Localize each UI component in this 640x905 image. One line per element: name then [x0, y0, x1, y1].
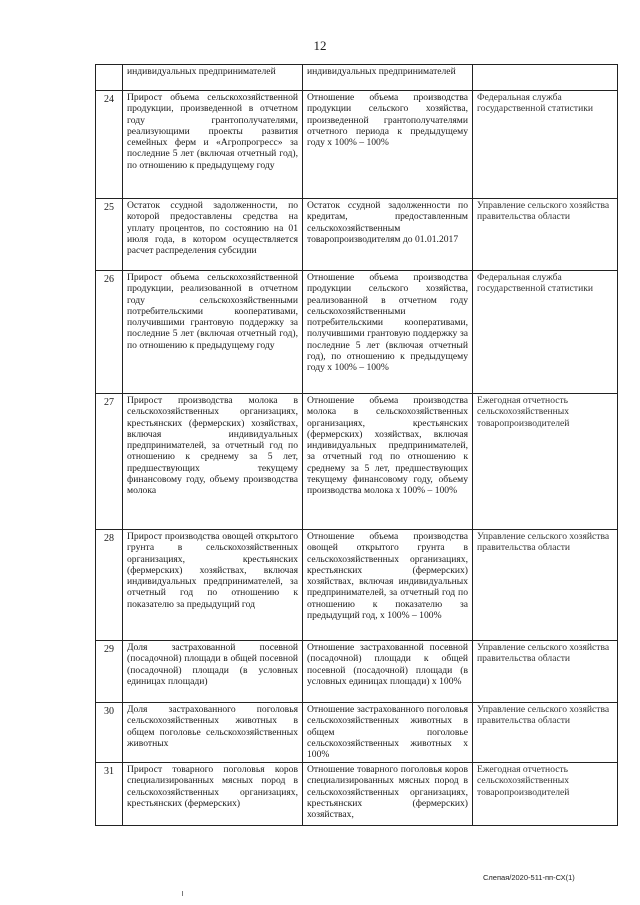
method-cell: Отношение объема производства продукции сельского хозяйства, реализованной в отчетном году сельскохозяйственными потребительскими кооперативами, получившими грантовую поддержку за последние 5 лет (включая отчетный год), по отношению к предыдущему году х 100% – 100% — [303, 271, 473, 394]
method-cell: Отношение объема производства продукции сельского хозяйства, произведенной грантополучателями отчетного периода к предыдущему году х 100% – 100% — [303, 91, 473, 199]
source-cell: Федеральная служба государственной статистики — [473, 91, 618, 199]
table-row — [96, 394, 618, 530]
indicator-cell: Прирост объема сельскохозяйственной продукции, реализованной в отчетном году сельскохозяйственными потребительскими кооперативами, получившими грантовую поддержку за последние 5 лет (включая отчетный год), по отношению к предыдущему году — [123, 271, 303, 394]
indicator-cell: Доля застрахованного поголовья сельскохозяйственных животных в общем поголовье сельскохозяйственных животных — [123, 703, 303, 763]
source-cell: Управление сельского хозяйства правительства области — [473, 530, 618, 641]
indicators-table — [95, 64, 618, 826]
table-row — [96, 271, 618, 394]
method-cell: Отношение объема производства молока в сельскохозяйственных организациях, крестьянских (фермерских) хозяйствах, включая индивидуальных предпринимателей, за отчетный год по отношению к среднему за 5 лет, предшествующих текущему финансовому году, объему производства молока х 100% – 100% — [303, 394, 473, 530]
table-row — [96, 763, 618, 826]
table-row — [96, 530, 618, 641]
table-row — [96, 65, 618, 91]
row-number: 26 — [96, 271, 123, 394]
indicator-cell: Прирост производства молока в сельскохозяйственных организациях, крестьянских (фермерских) хозяйствах, включая индивидуальных предпринимателей, за отчетный год по отношению к среднему за 5 лет, предшествующих текущему финансовому году, объему производства молока — [123, 394, 303, 530]
method-cell: Остаток ссудной задолженности по кредитам, предоставленным сельскохозяйственным товаропроизводителям до 01.01.2017 — [303, 199, 473, 271]
table-row — [96, 703, 618, 763]
source-cell: Федеральная служба государственной статистики — [473, 271, 618, 394]
source-cell: Управление сельского хозяйства правительства области — [473, 641, 618, 703]
indicator-cell: Прирост товарного поголовья коров специализированных мясных пород в сельскохозяйственных организациях, крестьянских (фермерских) — [123, 763, 303, 826]
method-cell: Отношение объема производства овощей открытого грунта в сельскохозяйственных организациях, крестьянских (фермерских) хозяйствах, включая индивидуальных предпринимателей, за отчетный год по отношению к показателю за предыдущий год, х 100% – 100% — [303, 530, 473, 641]
footer-document-code: Слепая/2020-511-пп-СХ(1) — [483, 873, 575, 882]
indicator-cell: Доля застрахованной посевной (посадочной) площади в общей посевной (посадочной) площади (в условных единицах площади) — [123, 641, 303, 703]
indicator-cell: индивидуальных предпринимателей — [123, 65, 303, 91]
method-cell: Отношение застрахованной посевной (посадочной) площади к общей посевной (посадочной) площади (в условных единицах площади) х 100% — [303, 641, 473, 703]
page-number: 12 — [313, 38, 327, 53]
indicator-cell: Прирост производства овощей открытого грунта в сельскохозяйственных организациях, крестьянских (фермерских) хозяйствах, включая индивидуальных предпринимателей, за отчетный год по отношению к показателю за предыдущий год — [123, 530, 303, 641]
table-row — [96, 91, 618, 199]
scan-speck — [182, 891, 183, 896]
row-number: 28 — [96, 530, 123, 641]
source-cell: Ежегодная отчетность сельскохозяйственных товаропроизводителей — [473, 763, 618, 826]
source-cell: Управление сельского хозяйства правительства области — [473, 703, 618, 763]
source-cell: Управление сельского хозяйства правительства области — [473, 199, 618, 271]
method-cell: Отношение товарного поголовья коров специализированных мясных пород в сельскохозяйственных организациях, крестьянских (фермерских) хозяйствах, — [303, 763, 473, 826]
row-number: 30 — [96, 703, 123, 763]
row-number: 29 — [96, 641, 123, 703]
row-number: 27 — [96, 394, 123, 530]
source-cell — [473, 65, 618, 91]
row-number — [96, 65, 123, 91]
indicator-cell: Прирост объема сельскохозяйственной продукции, произведенной в отчетном году грантополучателями, реализующими проекты развития семейных ферм и «Агропрогресс» за последние 5 лет (включая отчетный год), по отношению к предыдущему году — [123, 91, 303, 199]
row-number: 31 — [96, 763, 123, 826]
table-row — [96, 199, 618, 271]
method-cell: Отношение застрахованного поголовья сельскохозяйственных животных в общем поголовье сельскохозяйственных животных х 100% — [303, 703, 473, 763]
row-number: 25 — [96, 199, 123, 271]
indicator-cell: Остаток ссудной задолженности, по которой предоставлены средства на уплату процентов, по состоянию на 01 июля года, в котором осуществляется расчет распределения субсидии — [123, 199, 303, 271]
source-cell: Ежегодная отчетность сельскохозяйственных товаропроизводителей — [473, 394, 618, 530]
row-number: 24 — [96, 91, 123, 199]
method-cell: индивидуальных предпринимателей — [303, 65, 473, 91]
table-row — [96, 641, 618, 703]
